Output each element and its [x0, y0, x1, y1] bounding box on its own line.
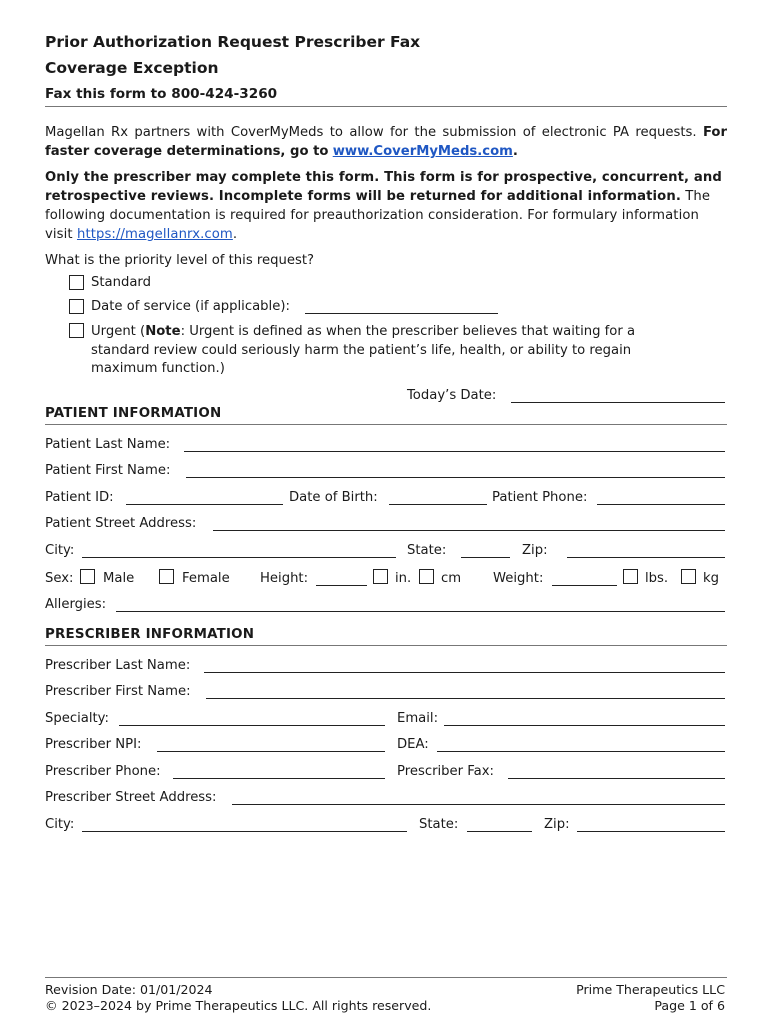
prescriber-street-label: Prescriber Street Address: [45, 790, 217, 805]
intro-paragraph-1 [45, 123, 727, 161]
weight-field[interactable] [552, 585, 617, 586]
patient-street-label: Patient Street Address: [45, 516, 197, 531]
intro-bold-text: For faster coverage determinations, go to [45, 125, 727, 159]
specialty-label: Specialty: [45, 711, 109, 726]
prescriber-only-notice: Only the prescriber may complete this form. This form is for prospective, concurrent, and retrospective reviews. Incomplete forms will be returned for additional information. [45, 170, 722, 204]
inches-checkbox[interactable] [373, 569, 388, 584]
female-label: Female [182, 571, 230, 586]
sex-label: Sex: [45, 571, 74, 586]
standard-label: Standard [91, 275, 151, 290]
prescriber-fax-field[interactable] [508, 778, 725, 779]
documentation-text: The following documentation is required for preauthorization consideration. For formulary information visit [45, 189, 711, 242]
prescriber-zip-field[interactable] [577, 831, 725, 832]
prescriber-first-name-field[interactable] [206, 698, 725, 699]
email-label: Email: [397, 711, 439, 726]
patient-section-title: PATIENT INFORMATION [45, 406, 222, 421]
patient-state-label: State: [407, 543, 447, 558]
revision-date: Revision Date: 01/01/2024 [45, 982, 213, 997]
patient-first-name-field[interactable] [186, 477, 725, 478]
male-label: Male [103, 571, 135, 586]
npi-label: Prescriber NPI: [45, 737, 142, 752]
weight-label: Weight: [493, 571, 544, 586]
urgent-checkbox[interactable] [69, 323, 84, 338]
height-field[interactable] [316, 585, 367, 586]
cm-checkbox[interactable] [419, 569, 434, 584]
prescriber-last-name-field[interactable] [204, 672, 725, 673]
standard-checkbox[interactable] [69, 275, 84, 290]
patient-phone-field[interactable] [597, 504, 725, 505]
email-field[interactable] [444, 725, 725, 726]
allergies-field[interactable] [116, 611, 725, 612]
patient-id-field[interactable] [126, 504, 283, 505]
urgent-prefix: Urgent ( [91, 324, 146, 339]
kg-checkbox[interactable] [681, 569, 696, 584]
intro-period: . [512, 144, 518, 159]
page-number: Page 1 of 6 [654, 998, 725, 1013]
date-of-service-checkbox[interactable] [69, 299, 84, 314]
patient-phone-label: Patient Phone: [492, 490, 588, 505]
intro-text: Magellan Rx partners with CoverMyMeds to allow for the submission of electronic PA requests. [45, 125, 697, 140]
prescriber-street-field[interactable] [232, 804, 725, 805]
prescriber-phone-field[interactable] [173, 778, 385, 779]
lbs-checkbox[interactable] [623, 569, 638, 584]
height-label: Height: [260, 571, 309, 586]
prescriber-section-title: PRESCRIBER INFORMATION [45, 627, 255, 642]
prescriber-fax-label: Prescriber Fax: [397, 764, 494, 779]
prescriber-last-name-label: Prescriber Last Name: [45, 658, 191, 673]
allergies-label: Allergies: [45, 597, 107, 612]
patient-last-name-label: Patient Last Name: [45, 437, 171, 452]
prescriber-state-label: State: [419, 817, 459, 832]
lbs-label: lbs. [645, 571, 669, 586]
date-of-service-field[interactable] [305, 313, 498, 314]
patient-zip-field[interactable] [567, 557, 725, 558]
company-name: Prime Therapeutics LLC [576, 982, 725, 997]
prescriber-state-field[interactable] [467, 831, 532, 832]
magellanrx-link[interactable]: https://magellanrx.com [76, 227, 233, 242]
date-of-service-label: Date of service (if applicable): [91, 299, 290, 314]
specialty-field[interactable] [119, 725, 385, 726]
patient-city-field[interactable] [82, 557, 396, 558]
patient-section-divider [45, 424, 727, 425]
dob-field[interactable] [389, 504, 487, 505]
patient-first-name-label: Patient First Name: [45, 463, 171, 478]
copyright: © 2023–2024 by Prime Therapeutics LLC. All rights reserved. [45, 998, 432, 1013]
urgent-label [91, 323, 691, 379]
covermymeds-link[interactable]: www.CoverMyMeds.com [332, 144, 513, 159]
priority-question: What is the priority level of this request? [45, 253, 315, 268]
header-divider [45, 106, 727, 107]
prescriber-section-divider [45, 645, 727, 646]
form-title: Prior Authorization Request Prescriber Fax [45, 33, 421, 51]
form-subtitle: Coverage Exception [45, 59, 219, 77]
patient-zip-label: Zip: [522, 543, 548, 558]
urgent-note-label: Note [145, 324, 181, 339]
cm-label: cm [441, 571, 462, 586]
documentation-period: . [232, 227, 238, 242]
prescriber-zip-label: Zip: [544, 817, 570, 832]
dob-label: Date of Birth: [289, 490, 378, 505]
female-checkbox[interactable] [159, 569, 174, 584]
patient-state-field[interactable] [461, 557, 510, 558]
prescriber-phone-label: Prescriber Phone: [45, 764, 161, 779]
npi-field[interactable] [157, 751, 385, 752]
prescriber-city-label: City: [45, 817, 75, 832]
male-checkbox[interactable] [80, 569, 95, 584]
patient-id-label: Patient ID: [45, 490, 114, 505]
todays-date-label: Today’s Date: [407, 388, 497, 403]
dea-label: DEA: [397, 737, 429, 752]
patient-city-label: City: [45, 543, 75, 558]
inches-label: in. [395, 571, 412, 586]
intro-paragraph-2 [45, 168, 727, 244]
dea-field[interactable] [437, 751, 725, 752]
prescriber-first-name-label: Prescriber First Name: [45, 684, 191, 699]
patient-street-field[interactable] [213, 530, 725, 531]
todays-date-field[interactable] [511, 402, 725, 403]
prescriber-city-field[interactable] [82, 831, 407, 832]
fax-instruction: Fax this form to 800-424-3260 [45, 86, 278, 102]
footer-divider [45, 977, 727, 978]
patient-last-name-field[interactable] [184, 451, 725, 452]
kg-label: kg [703, 571, 720, 586]
urgent-definition: : Urgent is defined as when the prescriber believes that waiting for a standard review could seriously harm the patient’s life, health, or ability to regain maximum function.) [91, 324, 636, 376]
